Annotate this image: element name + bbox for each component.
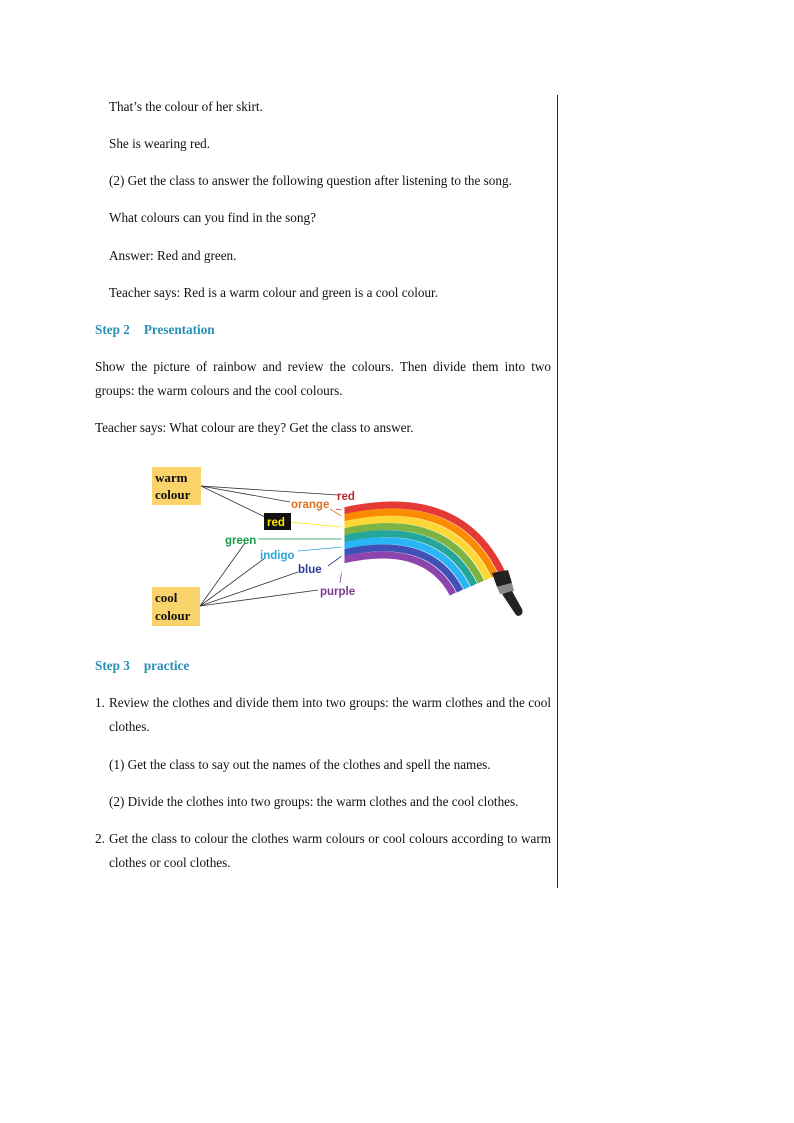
step2-heading xyxy=(95,322,215,338)
list-item: Review the clothes and divide them into two groups: the warm clothes and the cool clothes. xyxy=(109,695,551,734)
text-line: (2) Get the class to answer the following question after listening to the song. xyxy=(109,173,512,188)
warm-box-line1: warm xyxy=(155,470,188,485)
sub-item: (2) Divide the clothes into two groups: the warm clothes and the cool clothes. xyxy=(109,794,519,809)
cool-box-line2: colour xyxy=(155,608,191,623)
text-line: She is wearing red. xyxy=(109,136,211,151)
label-indigo: indigo xyxy=(260,550,295,562)
text-line: What colours can you find in the song? xyxy=(109,210,316,225)
cool-box-line1: cool xyxy=(155,590,178,605)
text-line: Teacher says: Red is a warm colour and green is a cool colour. xyxy=(109,285,439,300)
list-number: 2. xyxy=(95,831,105,846)
label-purple: purple xyxy=(320,586,356,598)
table-border-line xyxy=(557,95,558,888)
text-line: Answer: Red and green. xyxy=(109,248,237,263)
rainbow-diagram-svg xyxy=(140,455,540,630)
paragraph: Show the picture of rainbow and review the colours. Then divide them into two groups: the warm colours and the cool colours. xyxy=(95,359,551,398)
label-blue: blue xyxy=(298,564,322,576)
list-item: Get the class to colour the clothes warm colours or cool colours according to warm clothes or cool clothes. xyxy=(109,831,551,870)
step-label: Step 3 xyxy=(95,658,130,673)
label-orange: orange xyxy=(291,499,330,511)
sub-item: (1) Get the class to say out the names of the clothes and spell the names. xyxy=(109,757,491,772)
label-yellow: red xyxy=(267,517,285,529)
step-label: Step 2 xyxy=(95,322,130,337)
paintbrush-icon xyxy=(492,570,523,616)
label-green: green xyxy=(225,535,257,547)
list-number: 1. xyxy=(95,695,105,710)
paragraph: Teacher says: What colour are they? Get the class to answer. xyxy=(95,420,414,435)
rainbow-arcs xyxy=(343,505,502,594)
step-title: practice xyxy=(143,658,190,673)
label-red: red xyxy=(337,491,355,503)
step-title: Presentation xyxy=(143,322,215,337)
text-line: That’s the colour of her skirt. xyxy=(109,99,263,114)
rainbow-diagram xyxy=(140,455,540,630)
step3-heading xyxy=(95,658,189,674)
warm-box-line2: colour xyxy=(155,487,191,502)
